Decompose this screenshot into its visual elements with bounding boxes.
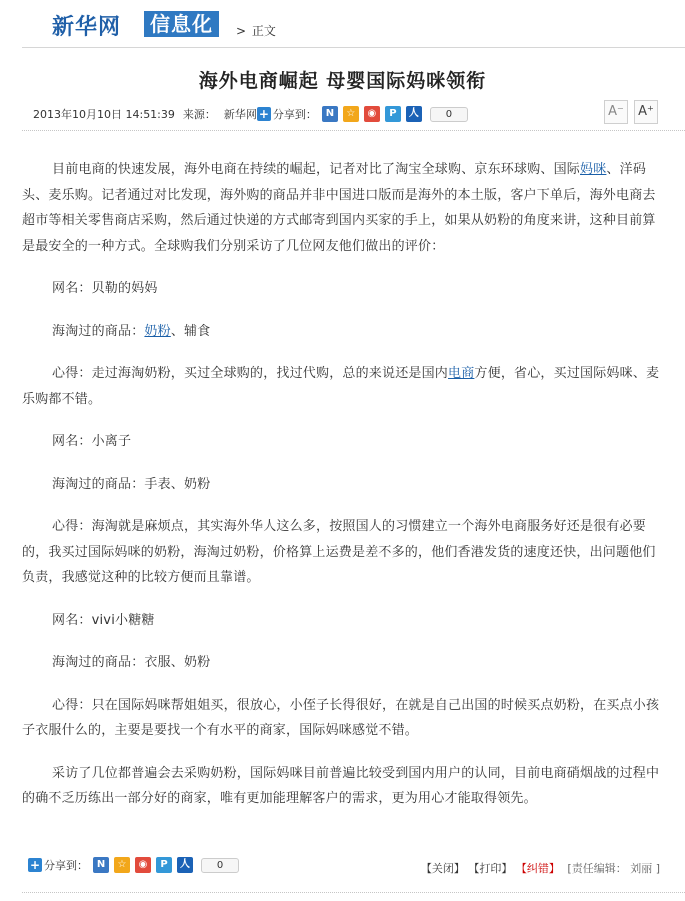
footer-share — [28, 857, 239, 873]
paragraph: 目前电商的快速发展，海外电商在持续的崛起，记者对比了淘宝全球购、京东环球购、国际妈咪、洋码头、麦乐购。记者通过对比发现，海外购的商品并非中国进口版而是海外的本土版，客户下单后，海外电商去超市等相关零售商店采购，然后通过快递的方式邮寄到国内买家的手上，如果从奶粉的角度来讲，这种目前算是最安全的一种方式。全球购我们分别采访了几位网友他们做出的评价： — [22, 162, 656, 254]
paragraph: 心得：海淘就是麻烦点，其实海外华人这么多，按照国人的习惯建立一个海外电商服务好还是很有必要的，我买过国际妈咪的奶粉，海淘过奶粉，价格算上运费是差不多的，他们香港发货的速度还快，出问题他们负责，我感觉这种的比较方便而且靠谱。 — [22, 519, 656, 585]
share-label: 分享到： — [44, 859, 88, 872]
share-renren-icon[interactable]: 人 — [406, 106, 422, 122]
paragraph: 采访了几位都普遍会去采购奶粉，国际妈咪目前普遍比较受到国内用户的认同，目前电商硝烟战的过程中的确不乏历练出一部分好的商家，唯有更加能理解客户的需求，更为用心才能取得领先。 — [22, 765, 660, 806]
xinhua-logo[interactable]: 新华网 — [52, 15, 122, 40]
share-plus-icon[interactable]: + — [29, 858, 41, 872]
report-error-button[interactable]: 【纠错】 — [515, 862, 560, 875]
font-decrease-button[interactable]: A⁻ — [604, 100, 628, 124]
share-label: 分享到： — [272, 108, 317, 121]
paragraph: 网名：贝勒的妈妈 — [52, 281, 158, 296]
share-plus-icon[interactable]: + — [258, 107, 269, 121]
share-pengyou-icon[interactable]: P — [385, 106, 401, 122]
responsible-editor: [责任编辑： 刘丽 ] — [567, 862, 660, 875]
share-netease-icon[interactable]: N — [93, 857, 109, 873]
site-header — [0, 0, 685, 50]
paragraph: 心得：只在国际妈咪帮姐姐买，很放心，小侄子长得很好，在就是自己出国的时候买点奶粉，在买点小孩子衣服什么的，主要是要找一个有水平的商家，国际妈咪感觉不错。 — [22, 697, 660, 738]
meta-divider — [22, 130, 685, 131]
share-weibo-icon[interactable]: ◉ — [135, 857, 151, 873]
chevron-right-icon: > — [236, 24, 247, 38]
paragraph: 网名：小离子 — [52, 434, 132, 449]
share-count: 0 — [430, 107, 468, 122]
paragraph: 海淘过的商品：手表、奶粉 — [52, 476, 211, 492]
share-netease-icon[interactable]: N — [322, 106, 338, 122]
channel-logo[interactable]: 信息化 — [144, 11, 219, 37]
page-title: 海外电商崛起 母婴国际妈咪领衔 — [198, 70, 487, 92]
mommy-link[interactable]: 妈咪 — [580, 162, 607, 177]
source-label: 来源： — [182, 108, 216, 121]
close-button[interactable]: 【关闭】 — [420, 862, 465, 875]
breadcrumb — [236, 22, 276, 39]
article-meta — [33, 104, 468, 124]
font-increase-button[interactable]: A⁺ — [634, 100, 658, 124]
ecommerce-link[interactable]: 电商 — [448, 366, 475, 381]
share-weibo-icon[interactable]: ◉ — [364, 106, 380, 122]
share-count: 0 — [201, 858, 239, 873]
paragraph: 海淘过的商品：衣服、奶粉 — [52, 655, 211, 670]
header-divider — [22, 47, 685, 48]
article-tools — [421, 860, 660, 876]
source-name: 新华网 — [223, 108, 257, 121]
publish-datetime: 2013年10月10日 14:51:39 — [33, 108, 175, 121]
paragraph: 网名：vivi小糖糖 — [52, 612, 155, 628]
footer-divider — [22, 892, 685, 893]
paragraph: 心得：走过海淘奶粉，买过全球购的，找过代购，总的来说还是国内电商方便，省心，买过国际妈咪、麦乐购都不错。 — [22, 366, 660, 407]
share-qzone-icon[interactable]: ☆ — [343, 106, 359, 122]
milk-powder-link[interactable]: 奶粉 — [144, 323, 171, 339]
article-footer — [22, 857, 662, 879]
print-button[interactable]: 【打印】 — [468, 862, 513, 875]
breadcrumb-current: 正文 — [251, 24, 276, 38]
share-renren-icon[interactable]: 人 — [177, 857, 193, 873]
article-body — [22, 157, 662, 829]
share-qzone-icon[interactable]: ☆ — [114, 857, 130, 873]
paragraph: 海淘过的商品：奶粉、辅食 — [52, 323, 211, 339]
share-pengyou-icon[interactable]: P — [156, 857, 172, 873]
